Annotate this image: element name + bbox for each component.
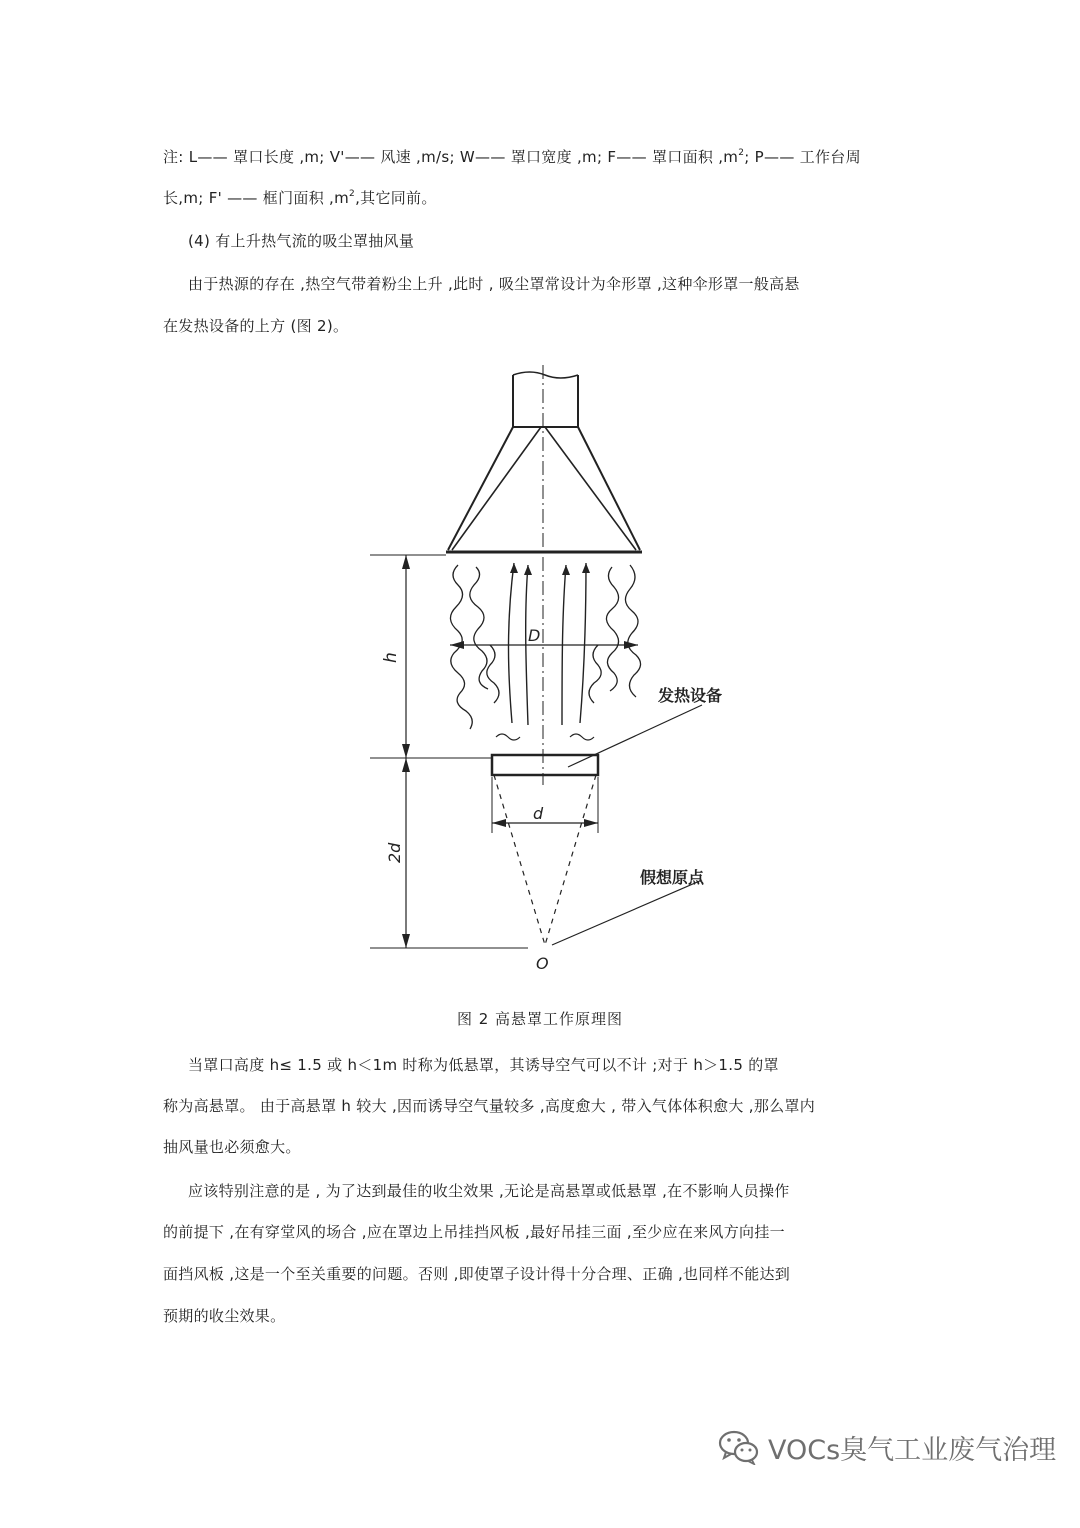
leader-line-equipment xyxy=(568,705,702,767)
heat-equipment xyxy=(492,755,598,775)
watermark-text: VOCs臭气工业废气治理 xyxy=(768,1434,1057,1466)
virtual-cone-right xyxy=(545,775,596,945)
hood-diagram xyxy=(300,345,780,985)
hood-inner-left xyxy=(452,427,541,550)
dust-cloud-base xyxy=(496,734,594,740)
watermark xyxy=(718,1425,1058,1469)
dust-cloud-right-small xyxy=(589,645,601,703)
label-2d: 2d xyxy=(385,842,404,863)
dust-cloud-left-inner xyxy=(470,567,488,689)
virtual-cone-left xyxy=(494,775,545,945)
paragraph-2-line-3: 抽风量也必须愈大。 xyxy=(163,1138,301,1156)
label-virtual-origin: 假想原点 xyxy=(640,868,705,887)
hood-left-edge xyxy=(448,427,513,550)
dust-cloud-right-inner xyxy=(606,567,618,691)
wechat-icon xyxy=(718,1429,760,1465)
paragraph-1-line-1: 由于热源的存在 ,热空气带着粉尘上升 ,此时 , 吸尘罩常设计为伞形罩 ,这种伞形罩一般高悬 xyxy=(188,275,800,293)
note-text: 注: L—— 罩口长度 ,m; V'—— 风速 ,m/s; W—— 罩口宽度 ,m; F—— 罩口面积 ,m xyxy=(163,148,739,166)
note-line-1 xyxy=(163,146,861,168)
label-h: h xyxy=(381,652,401,663)
note-line-2 xyxy=(163,187,437,209)
label-d: d xyxy=(533,804,544,823)
paragraph-3-line-1: 应该特别注意的是 , 为了达到最佳的收尘效果 ,无论是高悬罩或低悬罩 ,在不影响人员操作 xyxy=(188,1182,790,1200)
paragraph-2-line-2: 称为高悬罩。 由于高悬罩 h 较大 ,因而诱导空气量较多 ,高度愈大 , 带入气体体积愈大 ,那么罩内 xyxy=(163,1097,816,1115)
note-text: ,其它同前。 xyxy=(355,189,437,207)
paragraph-2-line-1: 当罩口高度 h≤ 1.5 或 h＜1m 时称为低悬罩，其诱导空气可以不计 ;对于 h＞1.5 的罩 xyxy=(188,1056,779,1074)
hood-inner-right xyxy=(545,427,636,550)
duct-break-line xyxy=(513,372,578,378)
note-text: ; P—— 工作台周 xyxy=(744,148,861,166)
section-heading: (4) 有上升热气流的吸尘罩抽风量 xyxy=(188,232,415,250)
dust-cloud-right-outer xyxy=(625,565,640,697)
hood-right-edge xyxy=(578,427,640,550)
superscript: 2 xyxy=(349,189,356,199)
figure-caption: 图 2 高悬罩工作原理图 xyxy=(456,1010,624,1028)
leader-line-origin xyxy=(552,880,702,945)
paragraph-3-line-2: 的前提下 ,在有穿堂风的场合 ,应在罩边上吊挂挡风板 ,最好吊挂三面 ,至少应在来风方向挂一 xyxy=(163,1223,785,1241)
paragraph-3-line-3: 面挡风板 ,这是一个至关重要的问题。否则 ,即使罩子设计得十分合理、正确 ,也同样不能达到 xyxy=(163,1265,791,1283)
label-heat-equipment: 发热设备 xyxy=(658,686,723,705)
label-D: D xyxy=(528,626,541,645)
superscript: 2 xyxy=(738,148,745,158)
paragraph-3-line-4: 预期的收尘效果。 xyxy=(163,1307,286,1325)
label-O: O xyxy=(536,954,549,973)
flow-line xyxy=(509,563,515,723)
paragraph-1-line-2: 在发热设备的上方 (图 2)。 xyxy=(163,317,349,335)
note-text: 长,m; F' —— 框门面积 ,m xyxy=(163,189,350,207)
dust-cloud-left-small xyxy=(487,645,499,703)
flow-arrows xyxy=(510,563,590,575)
flow-line xyxy=(580,563,586,723)
